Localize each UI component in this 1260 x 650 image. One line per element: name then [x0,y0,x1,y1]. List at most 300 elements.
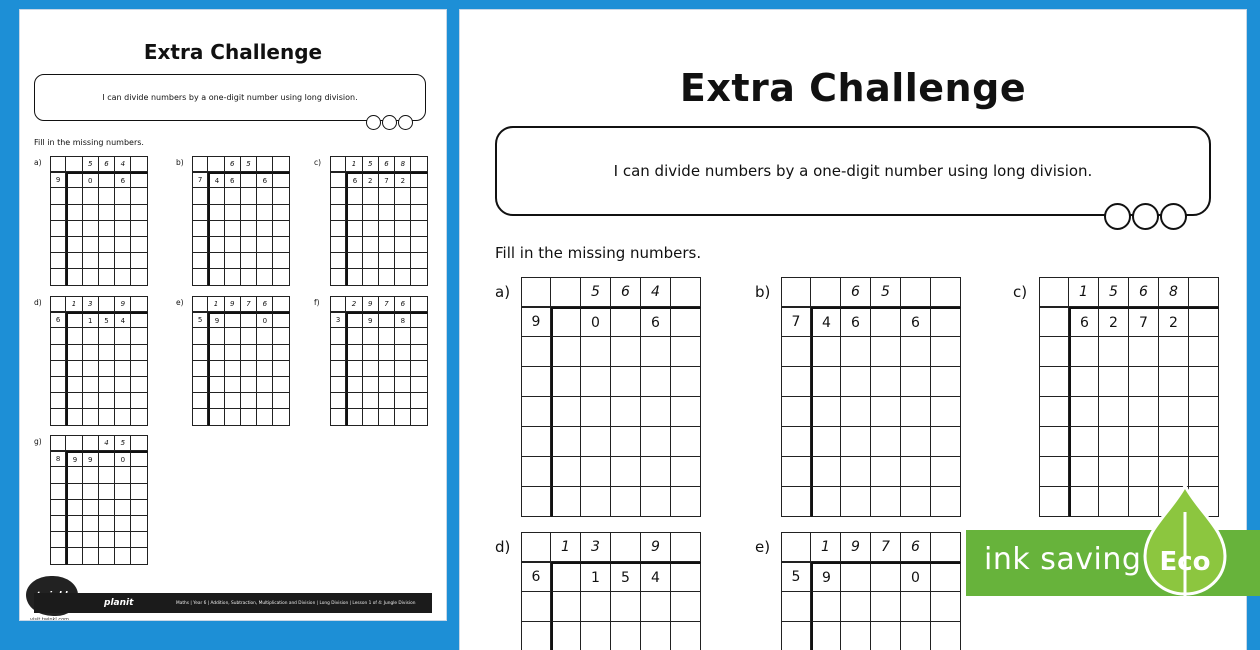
working-cell [99,253,115,269]
working-cell [99,532,115,548]
quotient-cell [50,156,66,172]
question-label: c) [314,158,322,167]
working-cell [208,253,224,269]
working-cell [241,221,257,237]
working-cell [66,484,82,500]
dividend-cell [551,562,581,592]
working-cell [363,205,379,221]
working-cell [208,205,224,221]
dividend-cell: 0 [901,562,931,592]
working-cell [395,345,411,361]
long-division-grid [781,277,961,517]
dividend-cell: 2 [1159,307,1189,337]
working-cell [1039,427,1069,457]
working-cell [99,516,115,532]
working-cell [1069,487,1099,517]
working-cell [131,532,147,548]
quotient-cell: 5 [83,156,99,172]
quotient-cell: 3 [83,296,99,312]
bead-icon [382,115,397,130]
quotient-cell [192,296,208,312]
working-cell [551,487,581,517]
working-cell [225,188,241,204]
quotient-cell: 5 [241,156,257,172]
working-cell [1129,397,1159,427]
working-cell [192,205,208,221]
quotient-cell: 9 [225,296,241,312]
working-cell [521,622,551,650]
dividend-cell [241,312,257,328]
working-cell [395,393,411,409]
working-cell [931,337,961,367]
working-cell [901,397,931,427]
quotient-cell [611,532,641,562]
working-cell [346,253,362,269]
working-cell [811,397,841,427]
working-cell [257,409,273,425]
working-cell [225,377,241,393]
working-cell [50,237,66,253]
working-cell [83,205,99,221]
working-cell [330,393,346,409]
working-cell [551,457,581,487]
working-cell [1189,367,1219,397]
working-cell [611,337,641,367]
working-cell [99,500,115,516]
working-cell [781,487,811,517]
working-cell [1099,487,1129,517]
working-cell [208,269,224,285]
working-cell [346,393,362,409]
question-label: b) [176,158,184,167]
working-cell [379,377,395,393]
dividend-cell: 2 [363,172,379,188]
working-cell [363,188,379,204]
working-cell [581,457,611,487]
quotient-cell [66,156,82,172]
working-cell [581,397,611,427]
question-label: c) [1013,283,1028,301]
dividend-cell [99,172,115,188]
working-cell [273,188,289,204]
working-cell [611,397,641,427]
working-cell [257,237,273,253]
question-label: a) [495,283,511,301]
working-cell [581,367,611,397]
working-cell [257,253,273,269]
dividend-cell [1189,307,1219,337]
working-cell [83,377,99,393]
dividend-cell [66,172,82,188]
quotient-cell: 5 [363,156,379,172]
working-cell [1039,397,1069,427]
dividend-cell: 7 [192,172,208,188]
quotient-cell: 8 [395,156,411,172]
dividend-cell: 6 [521,562,551,592]
working-cell [641,622,671,650]
working-cell [83,361,99,377]
quotient-cell [131,435,147,451]
working-cell [330,269,346,285]
quotient-cell [208,156,224,172]
working-cell [395,253,411,269]
working-cell [781,457,811,487]
working-cell [395,221,411,237]
working-cell [257,269,273,285]
working-cell [115,409,131,425]
working-cell [273,237,289,253]
working-cell [841,367,871,397]
long-division-grid [50,296,148,426]
dividend-cell: 7 [379,172,395,188]
working-cell [363,345,379,361]
working-cell [131,205,147,221]
working-cell [841,337,871,367]
working-cell [257,377,273,393]
quotient-cell [551,277,581,307]
working-cell [99,328,115,344]
dividend-cell [225,312,241,328]
working-cell [781,592,811,622]
working-cell [551,367,581,397]
working-cell [1069,367,1099,397]
working-cell [208,393,224,409]
working-cell [671,622,701,650]
working-cell [671,457,701,487]
bead-decoration [1104,203,1188,230]
dividend-cell: 9 [521,307,551,337]
working-cell [379,361,395,377]
working-cell [83,345,99,361]
working-cell [395,188,411,204]
working-cell [225,237,241,253]
working-cell [83,328,99,344]
long-division-grid [1039,277,1219,517]
working-cell [131,467,147,483]
instruction-text: Fill in the missing numbers. [34,138,144,147]
quotient-cell: 9 [841,532,871,562]
working-cell [50,548,66,564]
learning-objective-text: I can divide numbers by a one-digit number using long division. [613,162,1093,180]
working-cell [241,393,257,409]
working-cell [83,484,99,500]
working-cell [521,397,551,427]
dividend-cell: 9 [83,451,99,467]
working-cell [811,337,841,367]
working-cell [346,205,362,221]
quotient-cell [66,435,82,451]
working-cell [131,188,147,204]
working-cell [581,337,611,367]
quotient-cell: 6 [257,296,273,312]
working-cell [871,592,901,622]
working-cell [257,328,273,344]
working-cell [1099,337,1129,367]
working-cell [131,221,147,237]
working-cell [931,592,961,622]
working-cell [50,532,66,548]
working-cell [241,377,257,393]
working-cell [208,328,224,344]
working-cell [379,221,395,237]
long-division-grid [50,156,148,286]
dividend-cell: 9 [50,172,66,188]
working-cell [115,532,131,548]
working-cell [395,409,411,425]
working-cell [411,328,427,344]
working-cell [225,409,241,425]
working-cell [671,592,701,622]
working-cell [208,221,224,237]
quotient-cell [192,156,208,172]
working-cell [611,367,641,397]
dividend-cell: 9 [208,312,224,328]
working-cell [901,622,931,650]
working-cell [379,345,395,361]
working-cell [395,205,411,221]
working-cell [611,592,641,622]
working-cell [363,253,379,269]
question-label: a) [34,158,42,167]
working-cell [379,253,395,269]
learning-objective-box [34,74,426,121]
bead-icon [366,115,381,130]
quotient-cell: 7 [871,532,901,562]
working-cell [241,409,257,425]
working-cell [781,427,811,457]
quotient-cell: 6 [841,277,871,307]
working-cell [273,377,289,393]
working-cell [115,361,131,377]
dividend-cell [330,172,346,188]
working-cell [841,457,871,487]
working-cell [811,427,841,457]
working-cell [395,269,411,285]
dividend-cell [611,307,641,337]
working-cell [273,361,289,377]
working-cell [115,500,131,516]
working-cell [363,377,379,393]
quotient-cell: 4 [115,156,131,172]
dividend-cell [99,451,115,467]
working-cell [521,592,551,622]
quotient-cell [931,277,961,307]
dividend-cell: 4 [208,172,224,188]
working-cell [115,269,131,285]
dividend-cell [131,312,147,328]
working-cell [1069,397,1099,427]
working-cell [208,409,224,425]
working-cell [131,328,147,344]
long-division-grid [330,156,428,286]
working-cell [273,393,289,409]
working-cell [241,205,257,221]
dividend-cell [551,307,581,337]
working-cell [115,188,131,204]
bead-icon [1104,203,1131,230]
working-cell [671,337,701,367]
working-cell [411,361,427,377]
working-cell [115,484,131,500]
working-cell [395,361,411,377]
working-cell [330,221,346,237]
working-cell [83,237,99,253]
working-cell [83,409,99,425]
working-cell [225,253,241,269]
dividend-cell: 9 [363,312,379,328]
quotient-cell: 8 [1159,277,1189,307]
dividend-cell [346,312,362,328]
dividend-cell [411,172,427,188]
working-cell [1159,367,1189,397]
long-division-grid [521,532,701,650]
working-cell [50,269,66,285]
working-cell [1129,427,1159,457]
working-cell [411,409,427,425]
working-cell [273,221,289,237]
working-cell [931,487,961,517]
working-cell [99,377,115,393]
working-cell [1069,427,1099,457]
working-cell [330,345,346,361]
working-cell [330,328,346,344]
working-cell [208,345,224,361]
quotient-cell: 4 [641,277,671,307]
dividend-cell: 8 [50,451,66,467]
dividend-cell: 6 [225,172,241,188]
working-cell [115,221,131,237]
working-cell [1189,337,1219,367]
working-cell [115,467,131,483]
dividend-cell: 0 [115,451,131,467]
working-cell [395,328,411,344]
working-cell [521,427,551,457]
working-cell [273,328,289,344]
working-cell [346,269,362,285]
quotient-cell: 6 [395,296,411,312]
working-cell [901,487,931,517]
dividend-cell: 5 [781,562,811,592]
working-cell [346,345,362,361]
working-cell [901,457,931,487]
working-cell [671,367,701,397]
eco-leaf-icon [1141,482,1229,602]
dividend-cell [871,562,901,592]
brand-url: visit twinkl.com [30,617,70,620]
working-cell [611,427,641,457]
working-cell [66,205,82,221]
working-cell [330,237,346,253]
bead-decoration [366,115,414,130]
working-cell [931,367,961,397]
working-cell [330,361,346,377]
planit-label: planit [104,598,134,608]
working-cell [363,393,379,409]
working-cell [50,361,66,377]
working-cell [99,205,115,221]
working-cell [83,500,99,516]
quotient-cell: 9 [641,532,671,562]
quotient-cell [521,532,551,562]
working-cell [346,409,362,425]
quotient-cell: 6 [611,277,641,307]
working-cell [50,328,66,344]
working-cell [50,500,66,516]
working-cell [871,367,901,397]
working-cell [363,361,379,377]
working-cell [131,269,147,285]
working-cell [841,397,871,427]
page-title: Extra Challenge [143,40,323,64]
dividend-cell: 6 [115,172,131,188]
working-cell [901,337,931,367]
quotient-cell: 1 [346,156,362,172]
working-cell [1039,457,1069,487]
working-cell [641,367,671,397]
working-cell [671,427,701,457]
quotient-cell [671,532,701,562]
page-title: Extra Challenge [679,66,1027,110]
working-cell [521,457,551,487]
dividend-cell: 6 [1069,307,1099,337]
working-cell [66,328,82,344]
working-cell [871,397,901,427]
worksheet-thumbnail [20,10,446,620]
dividend-cell: 7 [1129,307,1159,337]
working-cell [1159,337,1189,367]
dividend-cell [931,562,961,592]
working-cell [781,397,811,427]
working-cell [66,409,82,425]
working-cell [225,269,241,285]
working-cell [241,269,257,285]
working-cell [257,345,273,361]
dividend-cell [273,172,289,188]
dividend-cell: 0 [257,312,273,328]
dividend-cell [671,562,701,592]
working-cell [241,253,257,269]
working-cell [1069,337,1099,367]
quotient-cell: 7 [241,296,257,312]
working-cell [871,622,901,650]
working-cell [66,237,82,253]
footer-text: Maths | Year 6 | Addition, Subtraction, Multiplication and Division | Long Division | Lesson 1 of 4: Jungle Division [176,600,416,606]
dividend-cell: 5 [611,562,641,592]
quotient-cell: 4 [99,435,115,451]
working-cell [346,361,362,377]
working-cell [931,622,961,650]
working-cell [192,393,208,409]
working-cell [811,367,841,397]
working-cell [50,377,66,393]
working-cell [66,221,82,237]
working-cell [379,205,395,221]
working-cell [131,237,147,253]
working-cell [66,532,82,548]
quotient-cell: 9 [115,296,131,312]
working-cell [50,516,66,532]
quotient-cell [131,296,147,312]
working-cell [1069,457,1099,487]
working-cell [257,393,273,409]
working-cell [83,516,99,532]
working-cell [871,457,901,487]
working-cell [115,253,131,269]
working-cell [66,361,82,377]
working-cell [411,188,427,204]
working-cell [1159,397,1189,427]
working-cell [192,377,208,393]
